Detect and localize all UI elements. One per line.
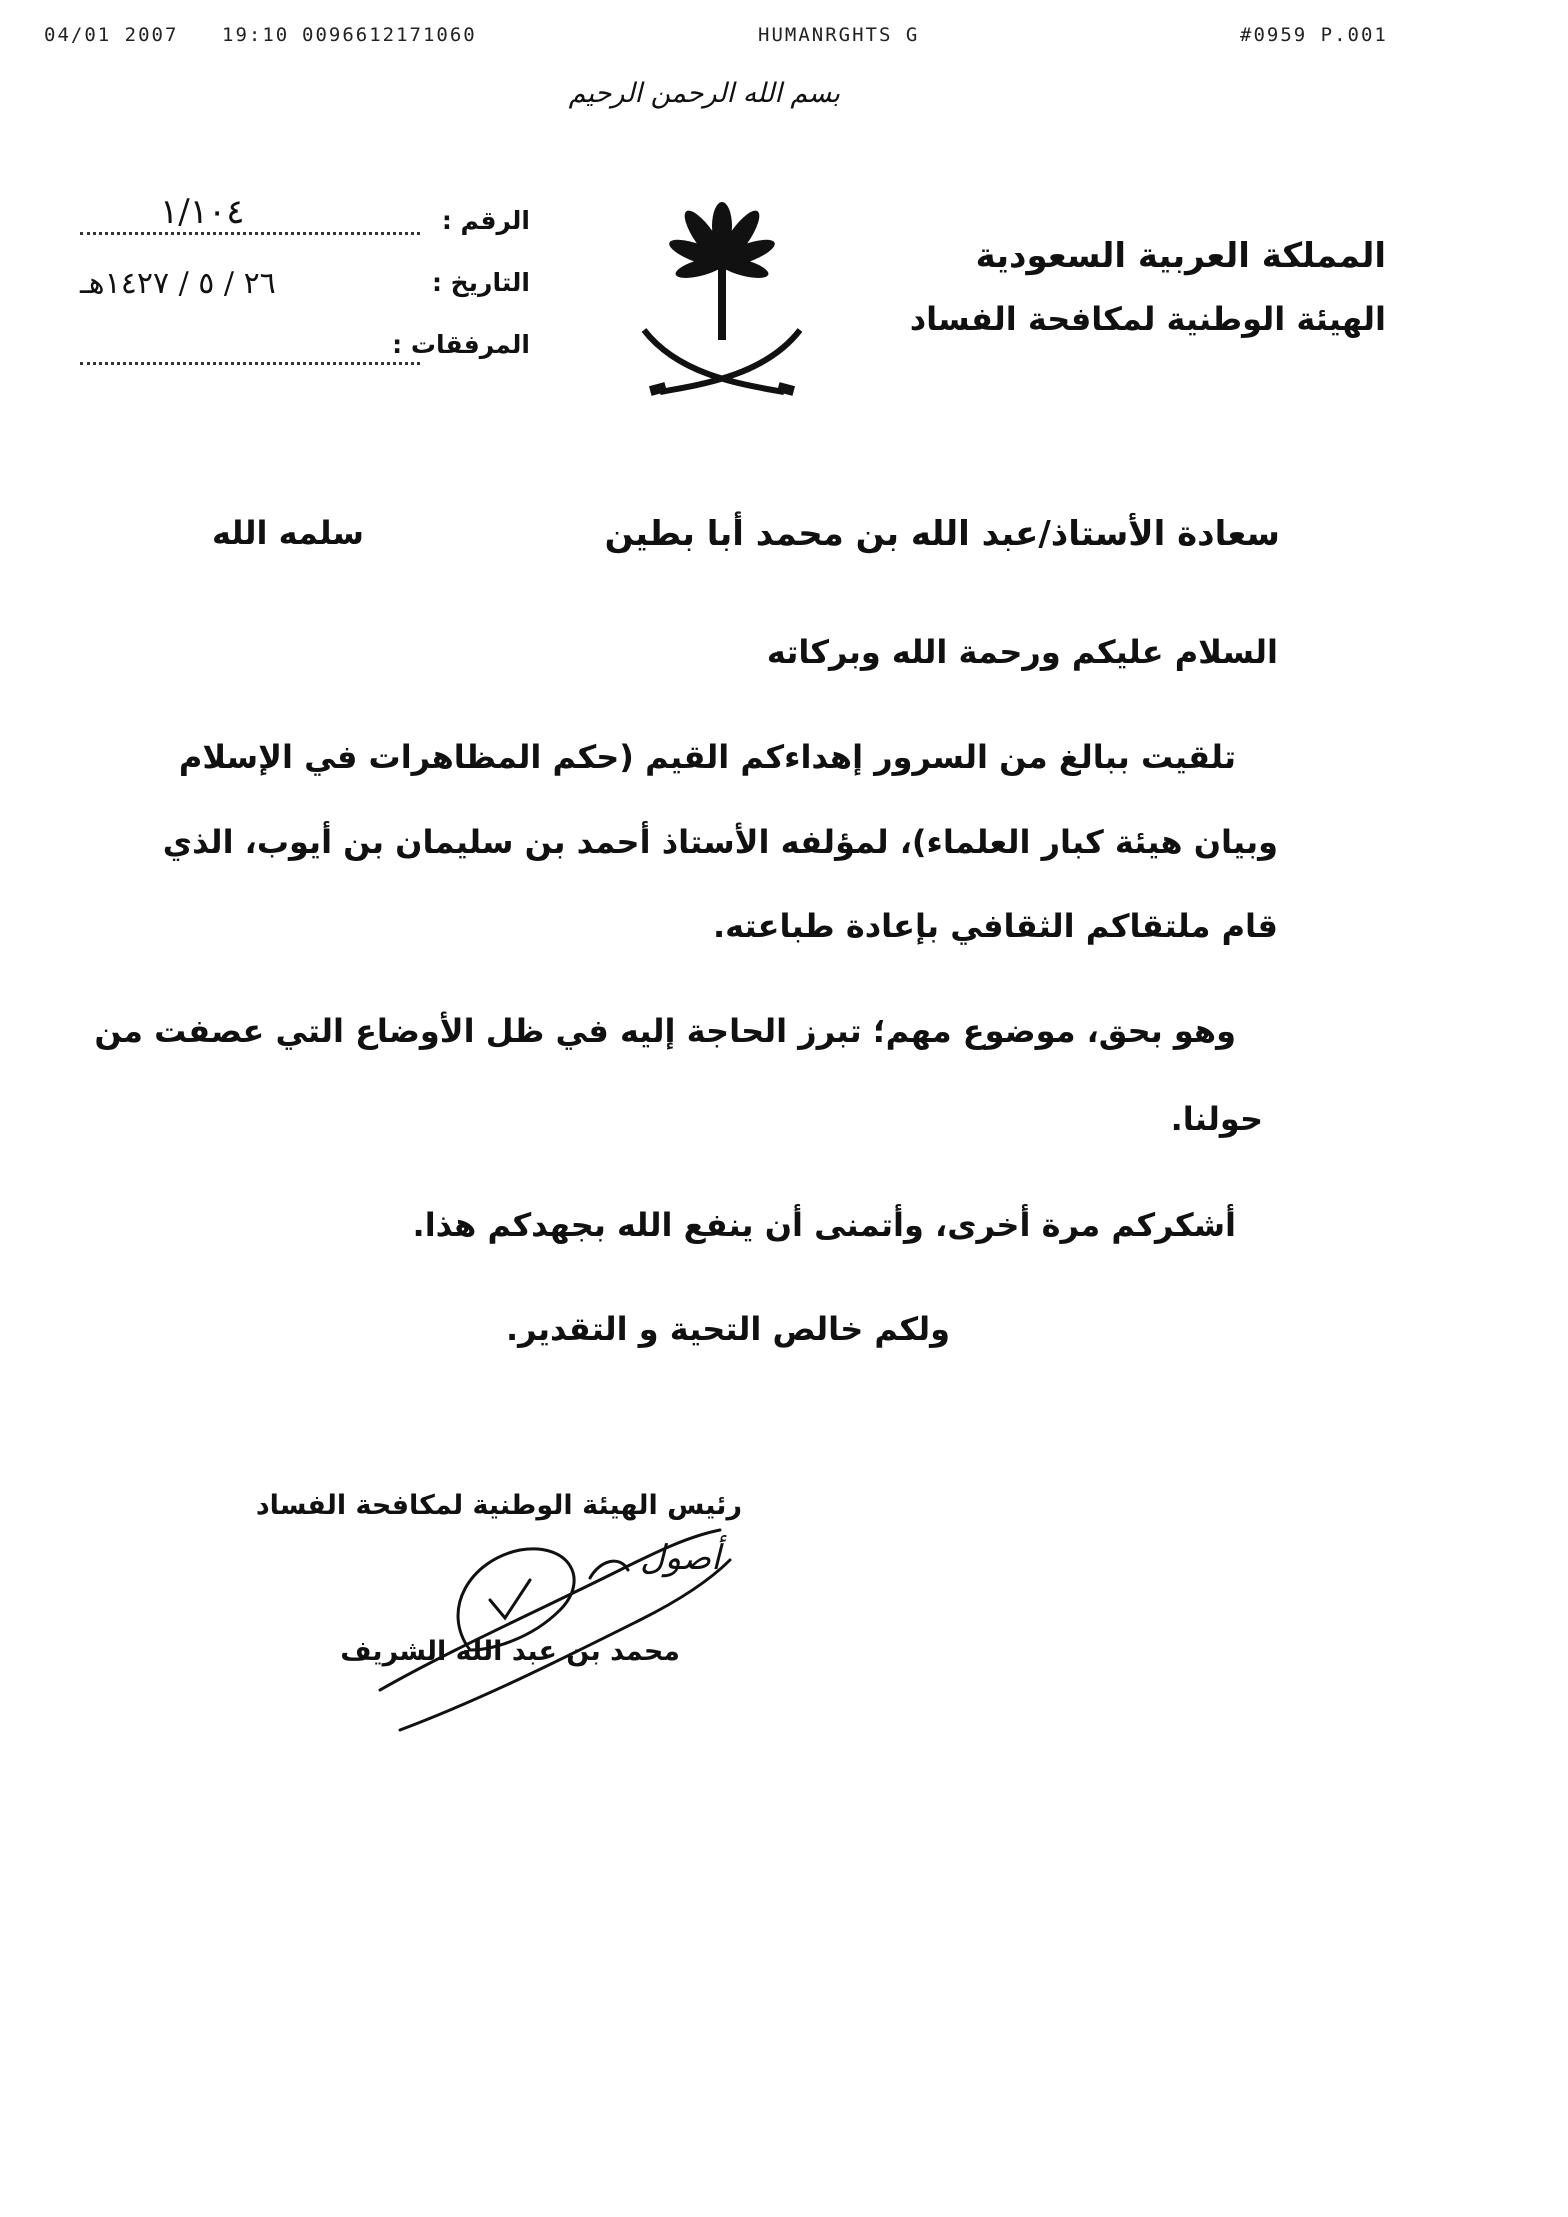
fax-page-code: #0959 P.001	[1240, 24, 1388, 46]
paragraph2-line1: وهو بحق، موضوع مهم؛ تبرز الحاجة إليه في ظل الأوضاع التي عصفت من	[94, 1012, 1236, 1050]
number-dotted-line	[80, 232, 420, 235]
fax-phone: 0096612171060	[302, 24, 477, 46]
fax-sender: HUMANRGHTS G	[758, 24, 920, 46]
number-value: ١/١٠٤	[160, 192, 245, 232]
signatory-name: محمد بن عبد الله الشريف	[340, 1636, 680, 1667]
paragraph2-line2: حولنا.	[1170, 1100, 1263, 1138]
recipient-line: سعادة الأستاذ/عبد الله بن محمد أبا بطين	[604, 514, 1280, 554]
handwritten-note: أصول	[640, 1538, 721, 1578]
org-authority-name: الهيئة الوطنية لمكافحة الفساد	[909, 300, 1386, 338]
signatory-title: رئيس الهيئة الوطنية لمكافحة الفساد	[255, 1490, 742, 1521]
recipient-closing: سلمه الله	[212, 514, 364, 552]
paragraph3: أشكركم مرة أخرى، وأتمنى أن ينفع الله بجهدكم هذا.	[412, 1206, 1236, 1244]
date-value: ٢٦ / ٥ / ١٤٢٧هـ	[80, 266, 276, 301]
number-label: الرقم :	[441, 206, 530, 235]
handwritten-signature	[360, 1500, 780, 1740]
attachments-dotted-line	[80, 362, 420, 365]
fax-time: 19:10	[222, 24, 290, 46]
basmala: بسم الله الرحمن الرحيم	[568, 78, 840, 109]
paragraph1-line2: وبيان هيئة كبار العلماء)، لمؤلفه الأستاذ أحمد بن سليمان بن أيوب، الذي	[162, 823, 1278, 861]
attachments-label: المرفقات :	[392, 330, 530, 359]
paragraph1-line1: تلقيت ببالغ من السرور إهداءكم القيم (حكم المظاهرات في الإسلام	[178, 738, 1236, 776]
closing-line: ولكم خالص التحية و التقدير.	[505, 1310, 950, 1348]
greeting: السلام عليكم ورحمة الله وبركاته	[766, 633, 1278, 671]
fax-date: 04/01 2007	[44, 24, 179, 46]
date-label: التاريخ :	[431, 268, 530, 297]
paragraph1-line3: قام ملتقاكم الثقافي بإعادة طباعته.	[712, 907, 1278, 945]
saudi-emblem-icon	[638, 196, 806, 412]
org-kingdom-name: المملكة العربية السعودية	[975, 236, 1386, 276]
